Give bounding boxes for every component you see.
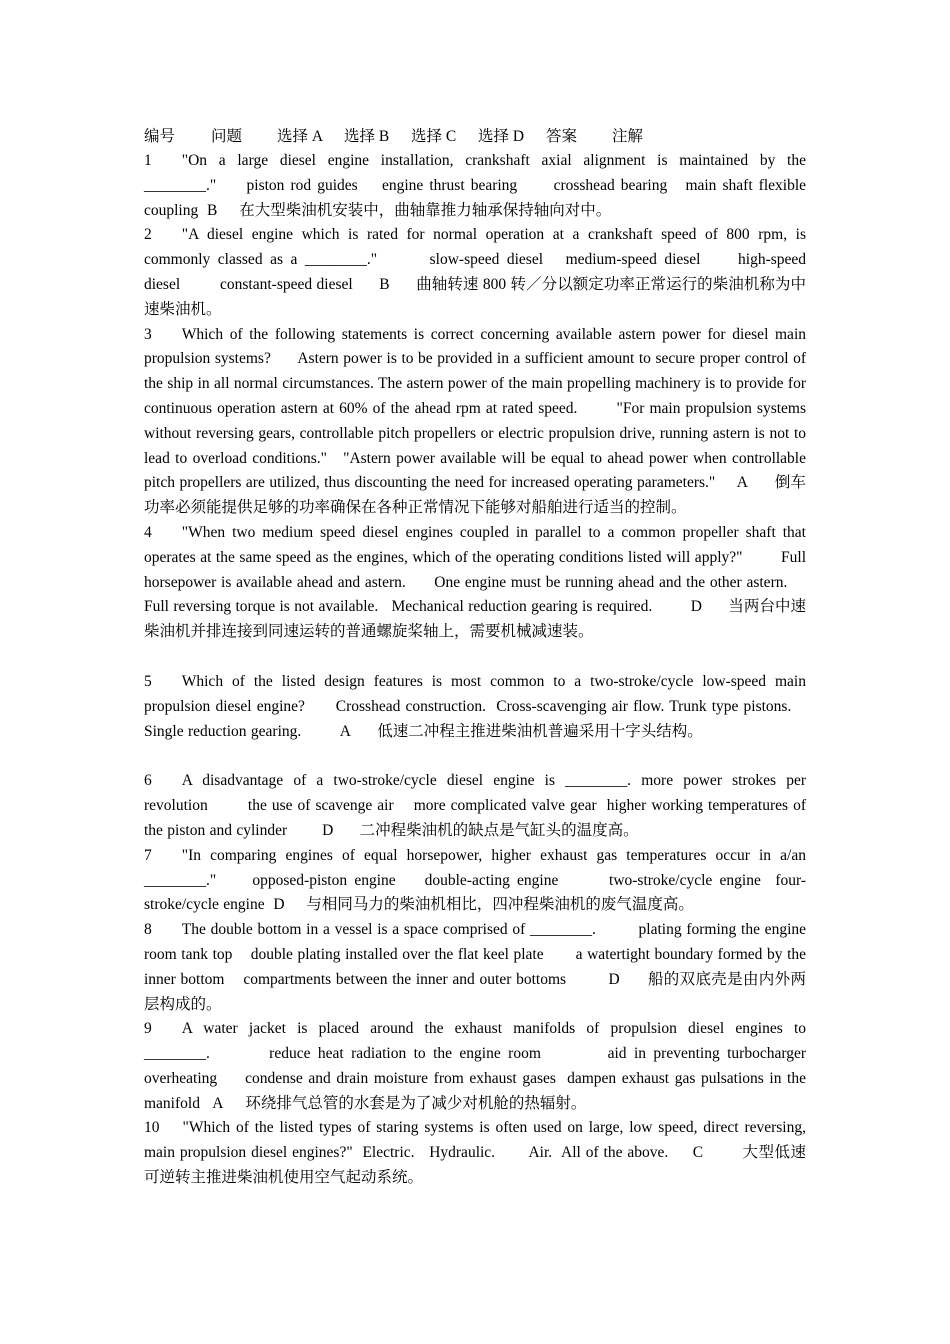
question-number: 10: [144, 1119, 160, 1137]
header-answer: 答案: [546, 128, 578, 145]
question-item: [144, 1017, 806, 1116]
blank-line: [144, 645, 806, 670]
note: 在大型柴油机安装中，曲轴靠推力轴承保持轴向对中。: [239, 201, 612, 219]
choice-a: Astern power is to be provided in a sufficient amount to secure proper control of the ship in all normal circumstances. The astern power of the main propelling machinery is to provide for continuous operation astern at 60% of the ahead rpm at rated speed.: [144, 350, 806, 417]
question-number: 7: [144, 846, 152, 864]
document-page: [144, 124, 806, 1191]
choice-c: high-speed diesel: [144, 251, 807, 293]
question-item: [144, 323, 806, 521]
header-question: 问题: [211, 128, 243, 145]
answer: C: [692, 1144, 704, 1162]
note: 与相同马力的柴油机相比，四冲程柴油机的废气温度高。: [306, 896, 694, 914]
question-item: [144, 769, 806, 843]
choice-a: piston rod guides: [246, 176, 358, 194]
note: 环绕排气总管的水套是为了减少对机舱的热辐射。: [245, 1094, 587, 1112]
choice-a: slow-speed diesel: [429, 251, 544, 269]
question-number: 6: [144, 772, 152, 790]
choice-b: the use of scavenge air: [247, 797, 394, 815]
choice-b: One engine must be running ahead and the other astern.: [434, 573, 788, 591]
question-item: [144, 1116, 806, 1190]
header-number: 编号: [144, 128, 176, 145]
choice-b: engine thrust bearing: [381, 176, 518, 194]
answer: B: [207, 201, 218, 219]
question-text: A water jacket is placed around the exhaust manifolds of propulsion diesel engines to ________.: [144, 1020, 806, 1063]
note: 大型低速可逆转主推进柴油机使用空气起动系统。: [144, 1144, 806, 1187]
choice-c: Full reversing torque is not available.: [144, 598, 379, 616]
choice-d: higher working temperatures of the piston and cylinder: [144, 797, 806, 839]
choice-a: plating forming the engine room tank top: [144, 921, 806, 963]
choice-c: Air.: [528, 1144, 553, 1162]
header-note: 注解: [612, 128, 644, 145]
answer: D: [690, 598, 702, 616]
choice-c: "Astern power available will be equal to ahead power when controllable pitch propellers are utilized, thus discounting the need for increased operating parameters.": [144, 449, 806, 492]
question-text: "A diesel engine which is rated for normal operation at a crankshaft speed of 800 rpm, is commonly classed as a ________.": [144, 226, 806, 269]
choice-a: opposed-piston engine: [252, 871, 396, 889]
choice-b: Cross-scavenging air flow.: [496, 697, 665, 715]
choice-d: Single reduction gearing.: [144, 722, 302, 740]
choice-c: two-stroke/cycle engine: [609, 871, 761, 889]
choice-a: Crosshead construction.: [335, 697, 486, 715]
choice-a: Full horsepower is available ahead and astern.: [144, 548, 807, 591]
question-number: 2: [144, 226, 152, 244]
choice-d: main shaft flexible coupling: [144, 176, 807, 219]
question-number: 9: [144, 1020, 152, 1038]
question-text: "Which of the listed types of staring systems is often used on large, low speed, direct reversing, main propulsion diesel engines?": [144, 1119, 806, 1162]
question-text: "When two medium speed diesel engines coupled in parallel to a common propeller shaft that operates at the same speed as the engines, which of the operating conditions listed will apply?": [144, 523, 806, 566]
choice-b: Hydraulic.: [429, 1144, 496, 1162]
answer: A: [736, 474, 748, 492]
answer: B: [379, 275, 390, 293]
question-text: Which of the listed design features is most common to a two-stroke/cycle low-speed main propulsion diesel engine?: [144, 672, 806, 715]
note: 低速二冲程主推进柴油机普遍采用十字头结构。: [377, 722, 703, 740]
question-number: 3: [144, 325, 152, 343]
choice-d: All of the above.: [561, 1144, 669, 1162]
choice-c: condense and drain moisture from exhaust gases: [245, 1069, 556, 1087]
question-number: 8: [144, 921, 152, 939]
question-item: [144, 918, 806, 1017]
choice-c: more complicated valve gear: [413, 797, 597, 815]
note: 二冲程柴油机的缺点是气缸头的温度高。: [359, 821, 639, 839]
choice-a: reduce heat radiation to the engine room: [269, 1045, 541, 1063]
choice-d: four-stroke/cycle engine: [144, 871, 807, 914]
answer: D: [322, 821, 334, 839]
question-number: 4: [144, 523, 152, 541]
question-item: [144, 521, 806, 645]
note: 曲轴转速 800 转／分以额定功率正常运行的柴油机称为中速柴油机。: [144, 275, 807, 318]
choice-d: compartments between the inner and outer bottoms: [243, 970, 567, 988]
blank-line: [144, 744, 806, 769]
question-item: [144, 149, 806, 223]
answer: A: [212, 1094, 224, 1112]
header-choice-c: 选择 C: [411, 128, 457, 145]
note: 船的双底壳是由内外两层构成的。: [144, 970, 806, 1013]
question-item: [144, 670, 806, 744]
choice-a: more power strokes per revolution: [144, 772, 807, 815]
question-text: The double bottom in a vessel is a space comprised of ________.: [181, 921, 596, 939]
choice-c: a watertight boundary formed by the inner bottom: [144, 945, 807, 988]
choice-b: aid in preventing turbocharger overheating: [144, 1045, 807, 1087]
question-text: Which of the following statements is correct concerning available astern power for diesel main propulsion systems?: [144, 325, 806, 368]
choice-c: Trunk type pistons.: [669, 697, 792, 715]
question-text: "In comparing engines of equal horsepower, higher exhaust gas temperatures occur in a/an ________.": [144, 846, 806, 889]
question-number: 5: [144, 672, 152, 690]
choice-d: dampen exhaust gas pulsations in the manifold: [144, 1069, 806, 1112]
header-choice-d: 选择 D: [478, 128, 525, 145]
question-text: A disadvantage of a two-stroke/cycle diesel engine is ________.: [181, 772, 632, 790]
question-text: "On a large diesel engine installation, crankshaft axial alignment is maintained by the ________.": [144, 152, 806, 194]
header-choice-a: 选择 A: [277, 128, 324, 145]
question-item: [144, 223, 806, 322]
answer: A: [339, 722, 351, 740]
note: 当两台中速柴油机并排连接到同速运转的普通螺旋桨轴上，需要机械减速装。: [144, 598, 807, 641]
note: 倒车功率必须能提供足够的功率确保在各种正常情况下能够对船舶进行适当的控制。: [144, 474, 806, 517]
choice-b: medium-speed diesel: [565, 251, 701, 269]
answer: D: [608, 970, 620, 988]
table-header-row: [144, 124, 806, 149]
choice-b: double-acting engine: [424, 871, 559, 889]
choice-b: "For main propulsion systems without reversing gears, controllable pitch propellers or electric propulsion drive, running astern is not to lead to overload conditions.": [144, 399, 807, 467]
choice-c: crosshead bearing: [553, 176, 668, 194]
choice-b: double plating installed over the flat keel plate: [250, 945, 544, 963]
choice-d: constant-speed diesel: [220, 275, 353, 293]
choice-a: Electric.: [362, 1144, 415, 1162]
answer: D: [273, 896, 285, 914]
question-number: 1: [144, 152, 152, 169]
question-item: [144, 844, 806, 918]
choice-d: Mechanical reduction gearing is required.: [391, 598, 653, 616]
header-choice-b: 选择 B: [344, 128, 390, 145]
